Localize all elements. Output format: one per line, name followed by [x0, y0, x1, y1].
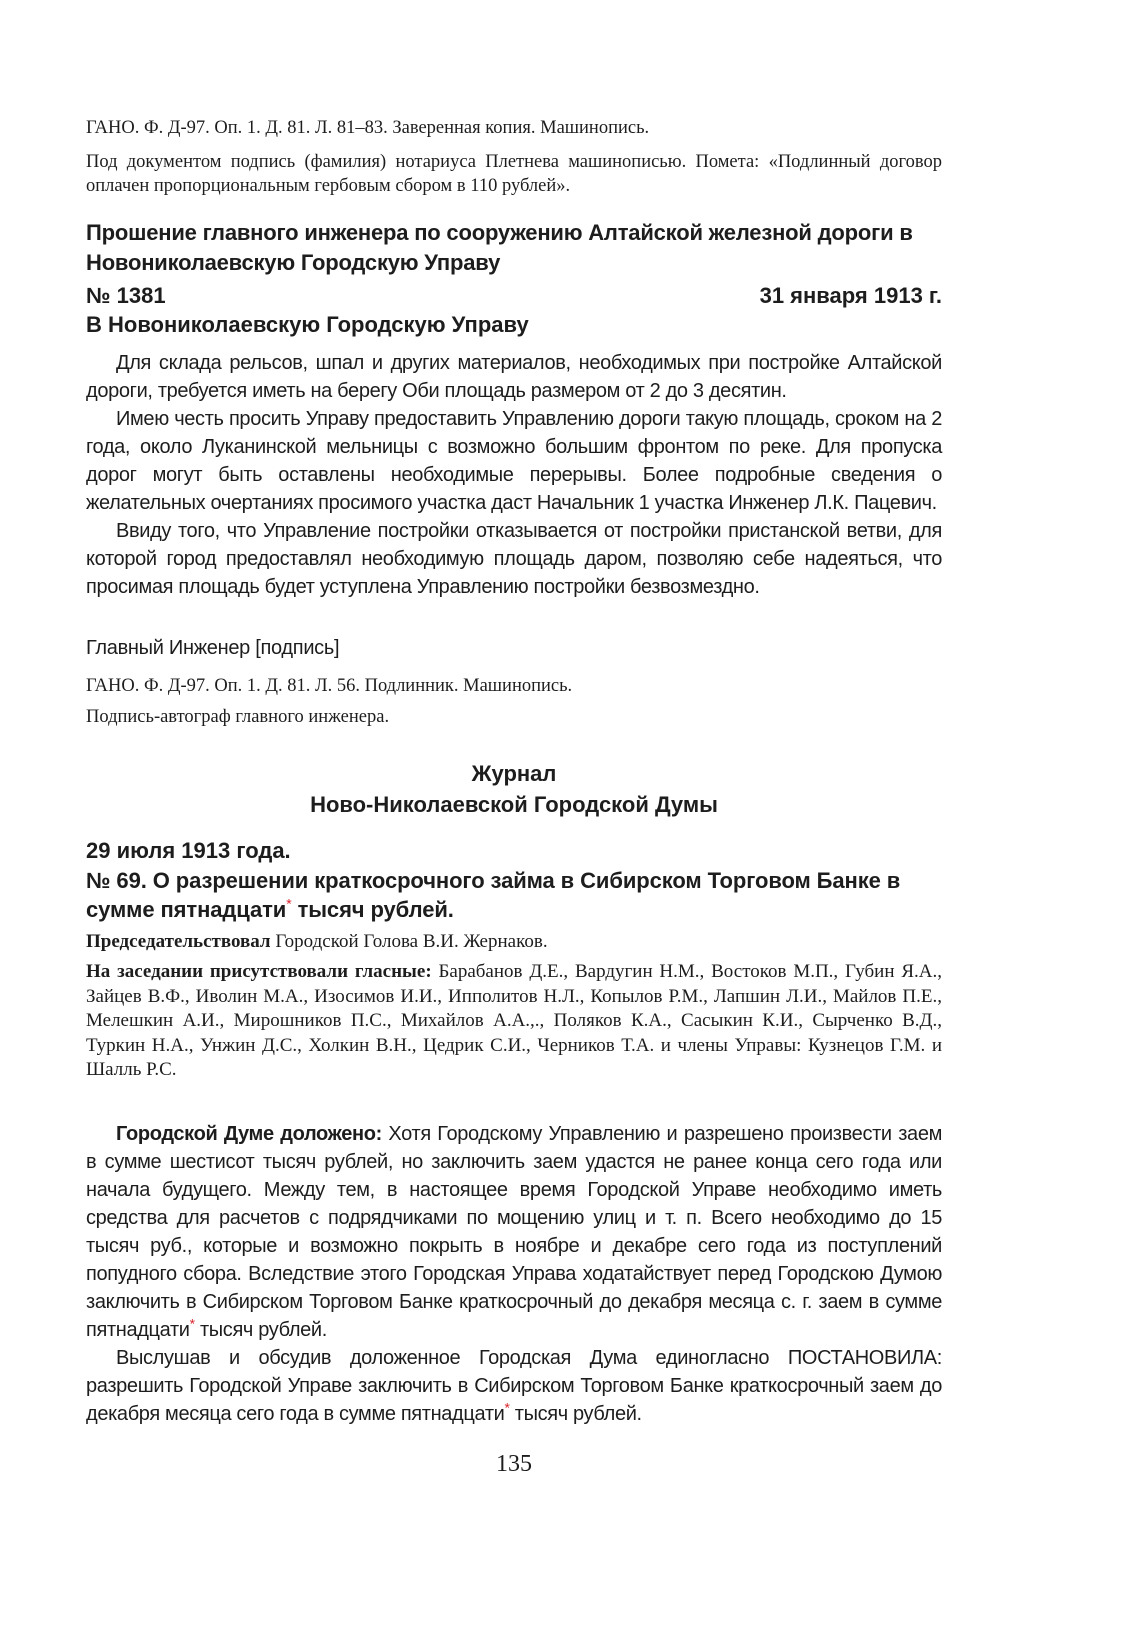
- archive-note-1: Под документом подпись (фамилия) нотариуса Плетнева машинописью. Помета: «Подлинный договор оплачен пропорциональным гербовым сбором в 110 рублей».: [86, 152, 942, 196]
- petition-body: [86, 349, 942, 601]
- reported-tail: тысяч рублей.: [194, 1319, 327, 1341]
- petition-addressee: В Новониколаевскую Городскую Управу: [86, 312, 529, 337]
- petition-paragraph: Для склада рельсов, шпал и других материалов, необходимых при постройке Алтайской дороги, требуется иметь на берегу Оби площадь размером от 2 до 3 десятин.: [86, 352, 942, 402]
- petition-paragraph: Ввиду того, что Управление постройки отказывается от постройки пристанской ветви, для которой город предоставлял необходимую площадь даром, позволяю себе надеяться, что просимая площадь будет уступлена Управлению постройки безвозмездно.: [86, 520, 942, 598]
- archive-source-1: ГАНО. Ф. Д-97. Оп. 1. Д. 81. Л. 81–83. Заверенная копия. Машинопись.: [86, 118, 650, 138]
- journal-title-line-1: Журнал: [471, 761, 557, 786]
- journal-title-line-2: Ново-Николаевской Городской Думы: [310, 792, 718, 817]
- petition-signature: Главный Инженер [подпись]: [86, 637, 340, 659]
- chair-label: Председательствовал: [86, 931, 271, 952]
- petition-title: Прошение главного инженера по сооружению Алтайской железной дороги в Новониколаевскую Городскую Управу: [86, 220, 913, 275]
- present-text: Барабанов Д.Е., Вардугин Н.М., Востоков М.П., Губин Я.А., Зайцев В.Ф., Иволин М.А., Изосимов И.И., Ипполитов Н.Л., Копылов Р.М., Лапшин Л.И., Майлов П.Е., Мелешкин А.И., Мирошников П.С., Михайлов А.А.,., Поляков К.А., Сасыкин К.И., Сырченко В.Д., Туркин Н.А., Унжин Д.С., Холкин В.Н., Цедрик С.И., Черников Т.А. и члены Управы: Кузнецов Г.М. и Шалль Р.С.: [86, 961, 942, 1080]
- chair-text: Городской Голова В.И. Жернаков.: [270, 931, 548, 952]
- resolution-text: Выслушав и обсудив доложенное Городская Дума единогласно ПОСТАНОВИЛА: разрешить Городской Управе заключить в Сибирском Торговом Банке краткосрочный заем до декабря месяца сего года в сумме пятнадцати: [86, 1347, 942, 1425]
- present-label: На заседании присутствовали гласные:: [86, 961, 432, 982]
- petition-number: № 1381: [86, 283, 166, 308]
- reported-text: Хотя Городскому Управлению и разрешено произвести заем в сумме шестисот тысяч рублей, но заключить заем удастся не ранее конца сего года или начала будущего. Между тем, в настоящее время Городской Управе необходимо иметь средства для расчетов с подрядчиками по мощению улиц и т. п. Всего необходимо до 15 тысяч руб., которые и возможно покрыть в ноябре и декабре сего года из поступлений попудного сбора. Вследствие этого Городская Управа ходатайствует перед Городскою Думою заключить в Сибирском Торговом Банке краткосрочный до декабря месяца с. г. заем в сумме пятнадцати: [86, 1123, 942, 1341]
- journal-heading-main: № 69. О разрешении краткосрочного займа в Сибирском Торговом Банке в сумме пятнадцати: [86, 868, 901, 922]
- journal-heading: [86, 866, 942, 924]
- resolution-paragraph: [86, 1344, 942, 1428]
- footnote-mark: *: [286, 895, 292, 912]
- journal-body: [86, 1120, 942, 1428]
- journal-title: [86, 758, 942, 820]
- reported-label: Городской Думе доложено:: [116, 1123, 382, 1145]
- chair-line: [86, 931, 548, 953]
- petition-meta: [86, 283, 942, 309]
- present-members: [86, 960, 942, 1083]
- page-number: 135: [496, 1451, 532, 1477]
- archive-source-2: ГАНО. Ф. Д-97. Оп. 1. Д. 81. Л. 56. Подлинник. Машинопись.: [86, 676, 573, 696]
- resolution-tail: тысяч рублей.: [509, 1403, 642, 1425]
- petition-date: 31 января 1913 г.: [759, 283, 942, 308]
- footnote-mark: *: [189, 1315, 195, 1332]
- petition-paragraph: Имею честь просить Управу предоставить Управлению дороги такую площадь, сроком на 2 года, около Луканинской мельницы с возможно большим фронтом по реке. Для пропуска дорог могут быть оставлены необходимые перерывы. Более подробные сведения о желательных очертаниях просимого участка даст Начальник 1 участка Инженер Л.К. Пацевич.: [86, 408, 942, 514]
- journal-heading-tail: тысяч рублей.: [291, 897, 454, 922]
- footnote-mark: *: [504, 1399, 510, 1416]
- journal-date: 29 июля 1913 года.: [86, 838, 291, 863]
- archive-note-2: Подпись-автограф главного инженера.: [86, 707, 390, 727]
- reported-paragraph: [86, 1120, 942, 1344]
